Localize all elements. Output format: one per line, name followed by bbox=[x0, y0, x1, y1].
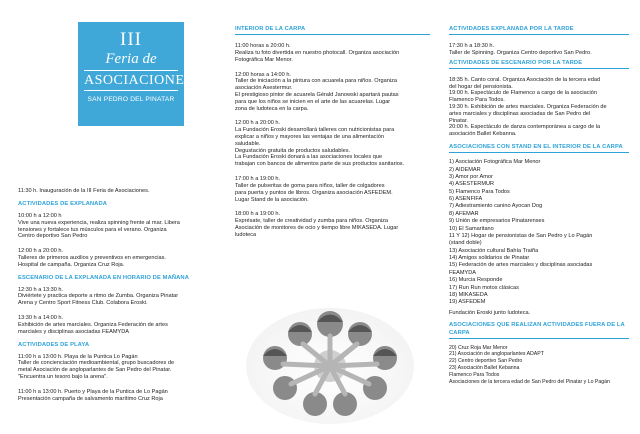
list-item: FEAMYDA bbox=[449, 269, 477, 276]
list-item: 19) ASFEDEM bbox=[449, 299, 486, 306]
section-heading-fuera-carpa: ASOCIACIONES QUE REALIZAN ACTIVIDADES FUERA DE LA CARPA bbox=[449, 322, 629, 338]
activity-text: 17:30 h a 18:30 h. Taller de Spinning. Organiza Centro deportivo San Pedro. bbox=[449, 43, 592, 56]
logo-town: SAN PEDRO DEL PINATAR bbox=[87, 96, 175, 104]
intro-text: 11:30 h. Inauguración de la III Feria de Asociaciones. bbox=[18, 188, 150, 194]
activity-text: 12:30 h a 13:30 h. Diviértete y practica deporte a ritmo de Zumba. Organiza Pinatar Arena y Centro Sport Fitness Club. Colabora Eroski. bbox=[18, 286, 179, 307]
activity-text: 11:00 h a 13:00 h. Puerto y Playa de la Puntica de Lo Pagán Presentación campaña de salvamento marítimo Cruz Roja bbox=[18, 388, 168, 402]
activity-text: 11:00 horas a 20:00 h. Realiza tu foto divertida en nuestro photocall. Organiza asociación Fotográfica Mar Menor. bbox=[235, 43, 400, 63]
list-item: Asociaciones de la tercera edad de San Pedro del Pinatar y Lo Pagán bbox=[449, 378, 610, 385]
stand-list bbox=[449, 159, 629, 307]
list-item: 13) Asociación cultural Bahía Traiña bbox=[449, 247, 539, 254]
stand-footer: Fundación Eroski junto ludoteca. bbox=[449, 309, 531, 316]
list-item: (stand doble) bbox=[449, 240, 482, 247]
activity-text: 12:00 horas a 14:00 h. Taller de iniciación a la pintura con acuarela para niños. Organiza asociación Asestermur. El prestigioso pintor de acuarela Gérald Janowski apartará pautas para que los niños se inicien en el arte de las acuarelas. Lugar zona de ludoteca en la carpa. bbox=[235, 71, 399, 112]
activity-text: 17:00 h a 19:00 h. Taller de pulseritas de goma para niños, taller de colgadores para puerta y puntos de libros. Organiza asociación ASFEDEM. Lugar Stand de la asociación. bbox=[235, 176, 393, 203]
list-item: 9) Unión de empresarios Pinatarenses bbox=[449, 218, 545, 225]
list-item: 15) Federación de artes marciales y disciplinas asociadas bbox=[449, 262, 593, 269]
logo-line1: Feria de bbox=[105, 51, 157, 68]
section-heading-explanada-tarde: ACTIVIDADES EXPLANADA POR LA TARDE bbox=[449, 26, 629, 35]
activity-text: 18:35 h. Canto coral. Organiza Asociación de la tercera edad del hogar del pensionista. 19:00 h. Espectáculo de Flamenco a cargo de la asociación Flamenco Para Todos. 19:30 h. Exhibición de artes marciales. Organiza Federación de artes marciales y disciplinas asociadas de San Pedro del Pinatar. 20:00 h. Espectáculo de danza contemporánea a cargo de la asociación Ballet Kebanna. bbox=[449, 76, 607, 138]
section-heading-playa: ACTIVIDADES DE PLAYA bbox=[18, 341, 90, 348]
section-heading-explanada: ACTIVIDADES DE EXPLANADA bbox=[18, 200, 108, 207]
fuera-list bbox=[449, 345, 629, 386]
group-photo bbox=[245, 296, 415, 424]
list-item: 18) MIKASEDA bbox=[449, 291, 488, 298]
list-item: 8) AFEMAR bbox=[449, 210, 479, 217]
list-item: 16) Murcia Responde bbox=[449, 277, 503, 284]
section-heading-interior-carpa: INTERIOR DE LA CARPA bbox=[235, 26, 430, 35]
list-item: Flamenco Para Todos bbox=[449, 372, 500, 378]
activity-text: 11:00 h a 13:00 h. Playa de la Puntica Lo Pagán Taller de concienciación medioambiental, grupo buscadores de metal Asociación de angloparlantes de San Pedro del Pinatar. "Encuentra un tesoro bajo la arena". bbox=[18, 353, 175, 380]
list-item: 5) Flamenco Para Todos bbox=[449, 188, 510, 195]
section-heading-escenario-tarde: ACTIVIDADES DE ESCENARIO POR LA TARDE bbox=[449, 60, 629, 69]
list-item: 22) Centro deportivo San Pedro bbox=[449, 358, 523, 365]
activity-text: 18:00 h a 19:00 h. Exprésate, taller de creatividad y zumba para niños. Organiza Asociación de monitores de ocio y tiempo libre MIKASEDA. Lugar ludoteca bbox=[235, 211, 399, 238]
list-item: 23) Asociación Ballet Kebanna bbox=[449, 365, 520, 372]
list-item: 21) Asociación de angloparlantes ADAPT bbox=[449, 351, 544, 358]
section-heading-escenario-manana: ESCENARIO DE LA EXPLANADA EN HORARIO DE MAÑANA bbox=[18, 274, 189, 281]
activity-text: 12:00 h a 20:00 h. La Fundación Eroski desarrollará talleres con nutricionistas para explicar a niños y mayores las ventajas de una alimentación saludable. Degustación gratuita de productos saludables. La Fundación Eroski donará a las asociaciones locales que trabajan con bancos de alimentos parte de sus productos sanitarios. bbox=[235, 120, 405, 168]
list-item: 2) AIDEMAR bbox=[449, 166, 481, 173]
activity-text: 10:00 h a 12:00 h Vive una nueva experiencia, realiza spinning frente al mar. Libera tensiones y fortalece tus músculos para el verano. Organiza Centro deportivo San Pedro bbox=[18, 212, 180, 240]
list-item: 6) ASENFIFA bbox=[449, 196, 483, 202]
list-item: 1) Asociación Fotográfica Mar Menor bbox=[449, 159, 541, 166]
list-item: 11 Y 12) Hogar de pensionistas de San Pedro y Lo Pagán bbox=[449, 232, 593, 239]
column-left bbox=[18, 0, 218, 434]
list-item: 4) ASESTERMUR bbox=[449, 181, 495, 188]
feria-logo bbox=[78, 22, 193, 126]
list-item: 7) Adiestramiento canino Ayocan Dog bbox=[449, 203, 543, 210]
activity-text: 12:00 h a 20:00 h. Talleres de primeros auxilios y preventivos en emergencias. Hospital de campaña. Organiza Cruz Roja. bbox=[18, 248, 166, 268]
column-middle bbox=[235, 0, 430, 434]
list-item: 10) El Samaritano bbox=[449, 225, 494, 232]
logo-line2: ASOCIACIONES bbox=[84, 70, 178, 91]
list-item: 20) Cruz Roja Mar Menor bbox=[449, 344, 508, 351]
section-heading-stand: ASOCIACIONES CON STAND EN EL INTERIOR DE LA CARPA bbox=[449, 144, 629, 153]
list-item: 17) Run Run motos clásicas bbox=[449, 284, 519, 291]
list-item: 14) Amigos solidarios de Pinatar bbox=[449, 255, 530, 261]
list-item: 3) Amor por Amor bbox=[449, 173, 493, 180]
column-right bbox=[449, 0, 629, 434]
activity-text: 13:30 h a 14:00 h. Exhibición de artes marciales. Organiza Federación de artes marciales y disciplinas asociadas FEAMYDA bbox=[18, 315, 168, 335]
logo-number: III bbox=[120, 29, 142, 50]
